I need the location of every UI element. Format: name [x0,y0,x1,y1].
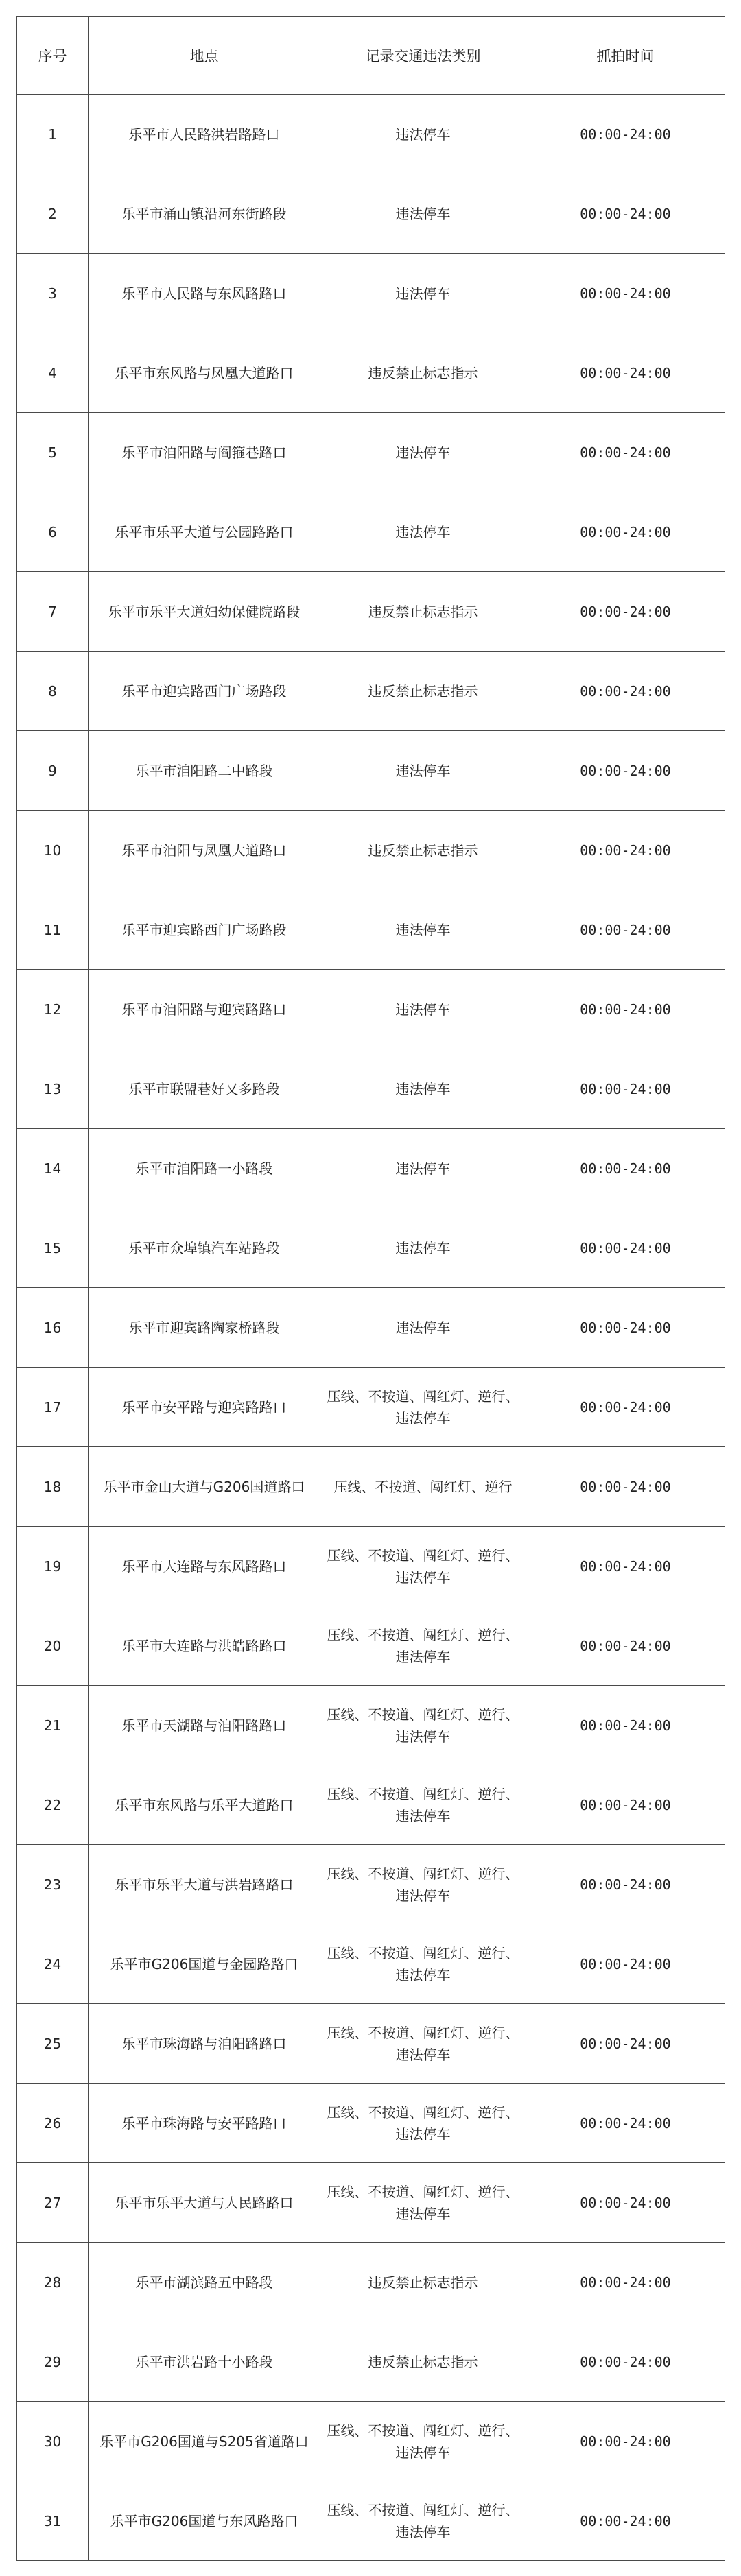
cell-location: 乐平市大连路与洪皓路路口 [89,1606,320,1686]
table-row [17,2243,725,2322]
cell-capture-time: 00:00-24:00 [526,1129,725,1208]
cell-no: 30 [17,2402,89,2481]
cell-violation-type: 违反禁止标志指示 [320,572,526,652]
table-row [17,2322,725,2402]
cell-location: 乐平市乐平大道与人民路路口 [89,2163,320,2243]
cell-capture-time: 00:00-24:00 [526,1208,725,1288]
table-row [17,1049,725,1129]
cell-capture-time: 00:00-24:00 [526,731,725,811]
cell-location: 乐平市安平路与迎宾路路口 [89,1368,320,1447]
cell-no: 11 [17,890,89,970]
cell-no: 12 [17,970,89,1049]
cell-violation-type: 压线、不按道、闯红灯、逆行、违法停车 [320,1368,526,1447]
cell-location: 乐平市众埠镇汽车站路段 [89,1208,320,1288]
cell-capture-time: 00:00-24:00 [526,2243,725,2322]
table-row [17,1447,725,1527]
cell-capture-time: 00:00-24:00 [526,1447,725,1527]
cell-capture-time: 00:00-24:00 [526,572,725,652]
cell-no: 26 [17,2084,89,2163]
cell-capture-time: 00:00-24:00 [526,1765,725,1845]
cell-no: 25 [17,2004,89,2084]
table-row [17,95,725,174]
cell-location: 乐平市洎阳路二中路段 [89,731,320,811]
table-row [17,1606,725,1686]
cell-violation-type: 压线、不按道、闯红灯、逆行、违法停车 [320,1924,526,2004]
cell-location: 乐平市乐平大道妇幼保健院路段 [89,572,320,652]
cell-violation-type: 违法停车 [320,1288,526,1368]
cell-location: 乐平市迎宾路西门广场路段 [89,652,320,731]
cell-violation-type: 压线、不按道、闯红灯、逆行、违法停车 [320,2004,526,2084]
cell-no: 28 [17,2243,89,2322]
table-header [17,17,725,95]
cell-violation-type: 违反禁止标志指示 [320,811,526,890]
table-row [17,1208,725,1288]
cell-violation-type: 压线、不按道、闯红灯、逆行、违法停车 [320,1686,526,1765]
cell-no: 9 [17,731,89,811]
cell-location: 乐平市联盟巷好又多路段 [89,1049,320,1129]
cell-capture-time: 00:00-24:00 [526,1924,725,2004]
cell-capture-time: 00:00-24:00 [526,2163,725,2243]
table-row [17,1368,725,1447]
table-row [17,1129,725,1208]
cell-no: 22 [17,1765,89,1845]
cell-location: 乐平市洪岩路十小路段 [89,2322,320,2402]
cell-location: 乐平市人民路与东风路路口 [89,254,320,333]
cell-violation-type: 压线、不按道、闯红灯、逆行、违法停车 [320,1845,526,1924]
cell-capture-time: 00:00-24:00 [526,1368,725,1447]
cell-no: 20 [17,1606,89,1686]
table-row [17,254,725,333]
cell-violation-type: 违法停车 [320,174,526,254]
table-row [17,2481,725,2561]
cell-capture-time: 00:00-24:00 [526,174,725,254]
cell-no: 21 [17,1686,89,1765]
cell-capture-time: 00:00-24:00 [526,2084,725,2163]
cell-location: 乐平市G206国道与东风路路口 [89,2481,320,2561]
cell-no: 10 [17,811,89,890]
cell-capture-time: 00:00-24:00 [526,413,725,492]
cell-no: 8 [17,652,89,731]
cell-violation-type: 违法停车 [320,95,526,174]
cell-no: 18 [17,1447,89,1527]
cell-location: 乐平市涌山镇沿河东街路段 [89,174,320,254]
cell-location: 乐平市乐平大道与洪岩路路口 [89,1845,320,1924]
cell-violation-type: 违反禁止标志指示 [320,652,526,731]
table-row [17,1765,725,1845]
cell-violation-type: 违法停车 [320,1129,526,1208]
cell-no: 16 [17,1288,89,1368]
table-row [17,2163,725,2243]
cell-capture-time: 00:00-24:00 [526,1845,725,1924]
violation-camera-table-sheet [16,16,725,2561]
cell-capture-time: 00:00-24:00 [526,2402,725,2481]
table-row [17,811,725,890]
cell-violation-type: 压线、不按道、闯红灯、逆行、违法停车 [320,1527,526,1606]
cell-no: 7 [17,572,89,652]
cell-location: 乐平市东风路与凤凰大道路口 [89,333,320,413]
cell-violation-type: 违反禁止标志指示 [320,2322,526,2402]
cell-location: 乐平市湖滨路五中路段 [89,2243,320,2322]
cell-location: 乐平市金山大道与G206国道路口 [89,1447,320,1527]
cell-location: 乐平市大连路与东风路路口 [89,1527,320,1606]
table-row [17,1924,725,2004]
cell-violation-type: 压线、不按道、闯红灯、逆行、违法停车 [320,1606,526,1686]
cell-violation-type: 违法停车 [320,254,526,333]
table-body [17,95,725,2561]
cell-capture-time: 00:00-24:00 [526,1686,725,1765]
cell-location: 乐平市天湖路与洎阳路路口 [89,1686,320,1765]
cell-no: 6 [17,492,89,572]
cell-no: 15 [17,1208,89,1288]
cell-location: 乐平市G206国道与S205省道路口 [89,2402,320,2481]
header-capture-time: 抓拍时间 [526,17,725,95]
cell-capture-time: 00:00-24:00 [526,1606,725,1686]
cell-violation-type: 压线、不按道、闯红灯、逆行、违法停车 [320,1765,526,1845]
table-row [17,1686,725,1765]
cell-capture-time: 00:00-24:00 [526,2004,725,2084]
table-row [17,492,725,572]
cell-location: 乐平市迎宾路西门广场路段 [89,890,320,970]
cell-violation-type: 违法停车 [320,492,526,572]
cell-location: 乐平市人民路洪岩路路口 [89,95,320,174]
cell-violation-type: 违法停车 [320,413,526,492]
cell-violation-type: 违反禁止标志指示 [320,2243,526,2322]
cell-violation-type: 违法停车 [320,1208,526,1288]
cell-location: 乐平市洎阳路一小路段 [89,1129,320,1208]
table-row [17,333,725,413]
header-no: 序号 [17,17,89,95]
cell-capture-time: 00:00-24:00 [526,652,725,731]
table-row [17,2084,725,2163]
cell-capture-time: 00:00-24:00 [526,333,725,413]
cell-no: 1 [17,95,89,174]
cell-capture-time: 00:00-24:00 [526,1527,725,1606]
cell-violation-type: 违法停车 [320,890,526,970]
cell-capture-time: 00:00-24:00 [526,254,725,333]
table-row [17,572,725,652]
cell-no: 5 [17,413,89,492]
cell-no: 13 [17,1049,89,1129]
cell-no: 31 [17,2481,89,2561]
table-row [17,970,725,1049]
cell-no: 14 [17,1129,89,1208]
cell-capture-time: 00:00-24:00 [526,492,725,572]
cell-no: 19 [17,1527,89,1606]
table-row [17,413,725,492]
cell-violation-type: 压线、不按道、闯红灯、逆行、违法停车 [320,2402,526,2481]
table-row [17,1845,725,1924]
cell-no: 27 [17,2163,89,2243]
cell-violation-type: 违法停车 [320,731,526,811]
cell-violation-type: 违反禁止标志指示 [320,333,526,413]
cell-location: 乐平市迎宾路陶家桥路段 [89,1288,320,1368]
cell-no: 29 [17,2322,89,2402]
cell-capture-time: 00:00-24:00 [526,1049,725,1129]
cell-capture-time: 00:00-24:00 [526,2322,725,2402]
cell-no: 3 [17,254,89,333]
table-row [17,1527,725,1606]
cell-location: 乐平市乐平大道与公园路路口 [89,492,320,572]
header-violation-type: 记录交通违法类别 [320,17,526,95]
cell-no: 23 [17,1845,89,1924]
table-row [17,174,725,254]
cell-no: 24 [17,1924,89,2004]
cell-location: 乐平市洎阳路与迎宾路路口 [89,970,320,1049]
cell-location: 乐平市东风路与乐平大道路口 [89,1765,320,1845]
cell-violation-type: 违法停车 [320,1049,526,1129]
cell-no: 17 [17,1368,89,1447]
cell-capture-time: 00:00-24:00 [526,1288,725,1368]
cell-violation-type: 压线、不按道、闯红灯、逆行、违法停车 [320,2084,526,2163]
table-row [17,731,725,811]
header-row [17,17,725,95]
cell-location: 乐平市珠海路与洎阳路路口 [89,2004,320,2084]
cell-no: 4 [17,333,89,413]
cell-location: 乐平市珠海路与安平路路口 [89,2084,320,2163]
cell-capture-time: 00:00-24:00 [526,95,725,174]
cell-violation-type: 压线、不按道、闯红灯、逆行、违法停车 [320,2481,526,2561]
table-row [17,1288,725,1368]
cell-violation-type: 压线、不按道、闯红灯、逆行 [320,1447,526,1527]
cell-no: 2 [17,174,89,254]
cell-location: 乐平市洎阳与凤凰大道路口 [89,811,320,890]
header-location: 地点 [89,17,320,95]
cell-location: 乐平市洎阳路与阎箍巷路口 [89,413,320,492]
cell-capture-time: 00:00-24:00 [526,2481,725,2561]
cell-violation-type: 违法停车 [320,970,526,1049]
violation-camera-table [16,16,725,2561]
cell-location: 乐平市G206国道与金园路路口 [89,1924,320,2004]
table-row [17,2402,725,2481]
table-row [17,2004,725,2084]
cell-violation-type: 压线、不按道、闯红灯、逆行、违法停车 [320,2163,526,2243]
table-row [17,890,725,970]
table-row [17,652,725,731]
cell-capture-time: 00:00-24:00 [526,811,725,890]
cell-capture-time: 00:00-24:00 [526,890,725,970]
cell-capture-time: 00:00-24:00 [526,970,725,1049]
